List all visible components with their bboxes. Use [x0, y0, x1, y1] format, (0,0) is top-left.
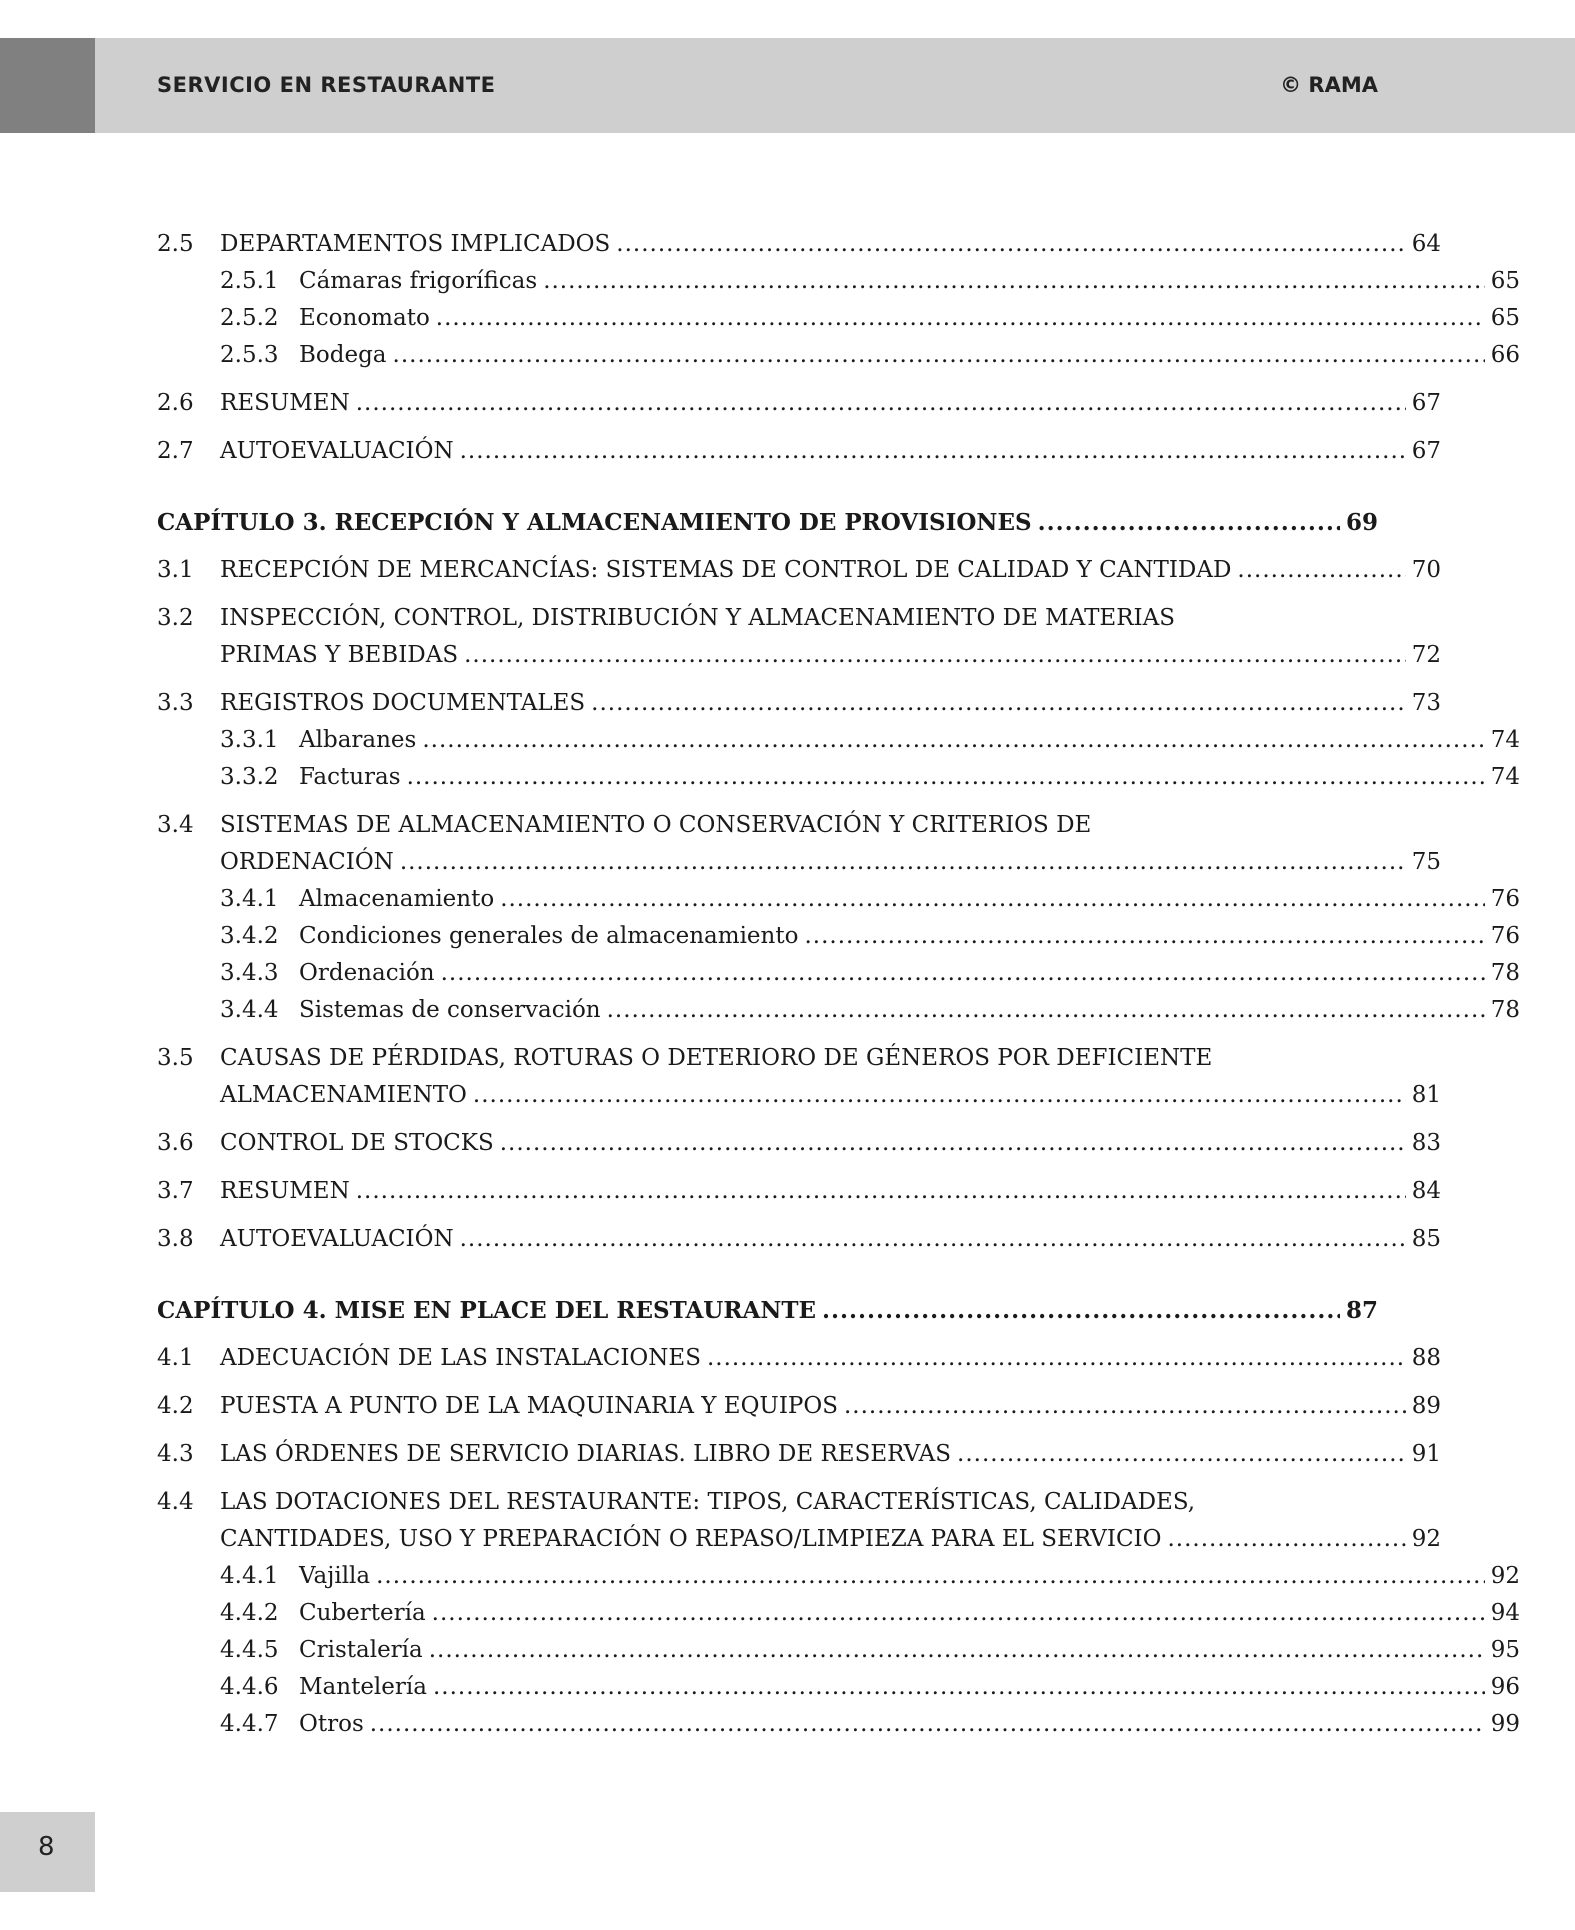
toc-page-number: 72	[1411, 642, 1441, 668]
dot-leader	[473, 1077, 1406, 1114]
toc-section[interactable]	[157, 385, 1441, 422]
toc-page-number: 70	[1411, 557, 1441, 583]
toc-section[interactable]	[157, 1388, 1441, 1425]
toc-section[interactable]	[157, 433, 1441, 470]
toc-number: 2.5.2	[220, 305, 279, 331]
toc-subsection[interactable]	[157, 1706, 1520, 1743]
toc-subsection[interactable]	[157, 1632, 1520, 1669]
toc-page-number: 91	[1411, 1441, 1441, 1467]
toc-subsection[interactable]	[157, 337, 1520, 374]
toc-number: 3.3	[157, 690, 194, 716]
toc-page-number: 66	[1490, 342, 1520, 368]
dot-leader	[464, 637, 1406, 674]
dot-leader	[607, 992, 1485, 1029]
toc-title: RECEPCIÓN DE MERCANCÍAS: SISTEMAS DE CONTROL DE CALIDAD Y CANTIDAD	[220, 557, 1232, 583]
toc-title: DEPARTAMENTOS IMPLICADOS	[220, 231, 611, 257]
toc-page-number: 92	[1411, 1526, 1441, 1552]
toc-section[interactable]	[157, 552, 1441, 589]
toc-number: 3.6	[157, 1130, 194, 1156]
toc-title: CAPÍTULO 4. MISE EN PLACE DEL RESTAURANTE	[157, 1297, 816, 1324]
publisher-mark: © RAMA	[1280, 73, 1378, 97]
toc-number: 4.4.5	[220, 1637, 279, 1663]
toc-section[interactable]	[157, 1040, 1441, 1114]
toc-page-number: 65	[1490, 305, 1520, 331]
toc-title: Almacenamiento	[299, 886, 495, 912]
toc-number: 2.5	[157, 231, 194, 257]
dot-leader	[543, 263, 1485, 300]
toc-number: 3.4.3	[220, 960, 279, 986]
toc-chapter[interactable]	[157, 504, 1378, 541]
toc-number: 3.4.1	[220, 886, 279, 912]
toc-title: Sistemas de conservación	[299, 997, 601, 1023]
toc-number: 3.4.2	[220, 923, 279, 949]
toc-number: 2.7	[157, 438, 194, 464]
dot-leader	[804, 918, 1484, 955]
toc-section[interactable]	[157, 807, 1441, 881]
toc-title: Albaranes	[299, 727, 417, 753]
dot-leader	[433, 1669, 1485, 1706]
toc-page-number: 95	[1490, 1637, 1520, 1663]
dot-leader	[376, 1558, 1485, 1595]
toc-section[interactable]	[157, 600, 1441, 674]
toc-title-line: SISTEMAS DE ALMACENAMIENTO O CONSERVACIÓN Y CRITERIOS DE	[220, 812, 1092, 838]
toc-page-number: 89	[1411, 1393, 1441, 1419]
toc-page-number: 75	[1411, 849, 1441, 875]
toc-title-line: CAUSAS DE PÉRDIDAS, ROTURAS O DETERIORO DE GÉNEROS POR DEFICIENTE	[220, 1045, 1213, 1071]
toc-title-line: LAS DOTACIONES DEL RESTAURANTE: TIPOS, CARACTERÍSTICAS, CALIDADES,	[220, 1489, 1196, 1515]
table-of-contents	[157, 226, 1520, 1743]
toc-title: Condiciones generales de almacenamiento	[299, 923, 799, 949]
dot-leader	[429, 1632, 1485, 1669]
book-title: SERVICIO EN RESTAURANTE	[157, 73, 496, 97]
dot-leader	[460, 1221, 1406, 1258]
toc-subsection[interactable]	[157, 1669, 1520, 1706]
toc-section[interactable]	[157, 1125, 1441, 1162]
toc-subsection[interactable]	[157, 918, 1520, 955]
toc-page-number: 69	[1345, 509, 1378, 536]
dot-leader	[1038, 504, 1340, 541]
toc-title: Facturas	[299, 764, 401, 790]
toc-page-number: 96	[1490, 1674, 1520, 1700]
dot-leader	[432, 1595, 1485, 1632]
toc-title: RESUMEN	[220, 390, 350, 416]
toc-section[interactable]	[157, 1484, 1441, 1558]
toc-number: 4.4.6	[220, 1674, 279, 1700]
toc-number: 3.3.1	[220, 727, 279, 753]
dot-leader	[436, 300, 1485, 337]
header-band	[0, 38, 1575, 133]
toc-title: Cristalería	[299, 1637, 423, 1663]
toc-number: 4.4	[157, 1489, 194, 1515]
toc-section[interactable]	[157, 1221, 1441, 1258]
dot-leader	[356, 1173, 1406, 1210]
page-number-block	[0, 1812, 95, 1892]
toc-page-number: 85	[1411, 1226, 1441, 1252]
toc-title: PUESTA A PUNTO DE LA MAQUINARIA Y EQUIPOS	[220, 1393, 838, 1419]
toc-title: RESUMEN	[220, 1178, 350, 1204]
dot-leader	[500, 881, 1485, 918]
toc-title-line: INSPECCIÓN, CONTROL, DISTRIBUCIÓN Y ALMACENAMIENTO DE MATERIAS	[220, 605, 1175, 631]
toc-title: Cubertería	[299, 1600, 426, 1626]
toc-section[interactable]	[157, 685, 1441, 722]
toc-chapter[interactable]	[157, 1292, 1378, 1329]
toc-number: 3.2	[157, 605, 194, 631]
header-accent-block	[0, 38, 95, 133]
toc-title: Mantelería	[299, 1674, 427, 1700]
toc-subsection[interactable]	[157, 263, 1520, 300]
toc-page-number: 83	[1411, 1130, 1441, 1156]
toc-number: 3.4	[157, 812, 194, 838]
toc-page-number: 76	[1490, 923, 1520, 949]
toc-section[interactable]	[157, 1436, 1441, 1473]
toc-section[interactable]	[157, 1173, 1441, 1210]
toc-number: 4.4.2	[220, 1600, 279, 1626]
toc-page-number: 67	[1411, 390, 1441, 416]
toc-page-number: 65	[1490, 268, 1520, 294]
toc-page-number: 92	[1490, 1563, 1520, 1589]
toc-page-number: 64	[1411, 231, 1441, 257]
toc-page-number: 99	[1490, 1711, 1520, 1737]
toc-title: Bodega	[299, 342, 387, 368]
toc-number: 2.6	[157, 390, 194, 416]
dot-leader	[591, 685, 1406, 722]
dot-leader	[393, 337, 1485, 374]
toc-title: CONTROL DE STOCKS	[220, 1130, 494, 1156]
toc-title: CAPÍTULO 3. RECEPCIÓN Y ALMACENAMIENTO DE PROVISIONES	[157, 509, 1032, 536]
toc-title: Otros	[299, 1711, 364, 1737]
toc-number: 3.1	[157, 557, 194, 583]
dot-leader	[822, 1292, 1340, 1329]
toc-page-number: 74	[1490, 764, 1520, 790]
toc-page-number: 81	[1411, 1082, 1441, 1108]
toc-number: 4.1	[157, 1345, 194, 1371]
toc-number: 4.4.7	[220, 1711, 279, 1737]
toc-subsection[interactable]	[157, 1595, 1520, 1632]
dot-leader	[422, 722, 1484, 759]
dot-leader	[844, 1388, 1406, 1425]
dot-leader	[957, 1436, 1406, 1473]
toc-section[interactable]	[157, 226, 1441, 263]
toc-title: LAS ÓRDENES DE SERVICIO DIARIAS. LIBRO DE RESERVAS	[220, 1441, 952, 1467]
toc-subsection[interactable]	[157, 992, 1520, 1029]
toc-page-number: 94	[1490, 1600, 1520, 1626]
toc-subsection[interactable]	[157, 300, 1520, 337]
toc-title: Vajilla	[299, 1563, 371, 1589]
dot-leader	[370, 1706, 1485, 1743]
dot-leader	[1237, 552, 1405, 589]
toc-page-number: 67	[1411, 438, 1441, 464]
toc-number: 3.8	[157, 1226, 194, 1252]
toc-title: REGISTROS DOCUMENTALES	[220, 690, 586, 716]
dot-leader	[407, 759, 1485, 796]
toc-number: 3.5	[157, 1045, 194, 1071]
toc-number: 3.7	[157, 1178, 194, 1204]
toc-page-number: 88	[1411, 1345, 1441, 1371]
toc-number: 4.2	[157, 1393, 194, 1419]
dot-leader	[356, 385, 1406, 422]
toc-number: 2.5.1	[220, 268, 279, 294]
dot-leader	[400, 844, 1406, 881]
page-number: 8	[38, 1832, 55, 1862]
toc-number: 4.3	[157, 1441, 194, 1467]
toc-title: ALMACENAMIENTO	[220, 1082, 467, 1108]
toc-page-number: 73	[1411, 690, 1441, 716]
toc-subsection[interactable]	[157, 759, 1520, 796]
toc-subsection[interactable]	[157, 955, 1520, 992]
toc-title: ORDENACIÓN	[220, 849, 394, 875]
dot-leader	[1168, 1521, 1406, 1558]
toc-title: Ordenación	[299, 960, 435, 986]
toc-number: 2.5.3	[220, 342, 279, 368]
dot-leader	[460, 433, 1406, 470]
toc-title: Cámaras frigoríficas	[299, 268, 538, 294]
toc-title: ADECUACIÓN DE LAS INSTALACIONES	[220, 1345, 701, 1371]
toc-subsection[interactable]	[157, 1558, 1520, 1595]
toc-title: PRIMAS Y BEBIDAS	[220, 642, 459, 668]
toc-page-number: 78	[1490, 960, 1520, 986]
toc-page-number: 74	[1490, 727, 1520, 753]
dot-leader	[441, 955, 1485, 992]
toc-title: AUTOEVALUACIÓN	[220, 438, 454, 464]
toc-number: 4.4.1	[220, 1563, 279, 1589]
toc-section[interactable]	[157, 1340, 1441, 1377]
toc-subsection[interactable]	[157, 722, 1520, 759]
toc-page-number: 87	[1345, 1297, 1378, 1324]
toc-number: 3.4.4	[220, 997, 279, 1023]
dot-leader	[616, 226, 1405, 263]
toc-subsection[interactable]	[157, 881, 1520, 918]
toc-title: AUTOEVALUACIÓN	[220, 1226, 454, 1252]
dot-leader	[500, 1125, 1406, 1162]
dot-leader	[707, 1340, 1406, 1377]
toc-title: CANTIDADES, USO Y PREPARACIÓN O REPASO/LIMPIEZA PARA EL SERVICIO	[220, 1526, 1162, 1552]
toc-page-number: 84	[1411, 1178, 1441, 1204]
toc-number: 3.3.2	[220, 764, 279, 790]
toc-title: Economato	[299, 305, 430, 331]
toc-page-number: 76	[1490, 886, 1520, 912]
toc-page-number: 78	[1490, 997, 1520, 1023]
